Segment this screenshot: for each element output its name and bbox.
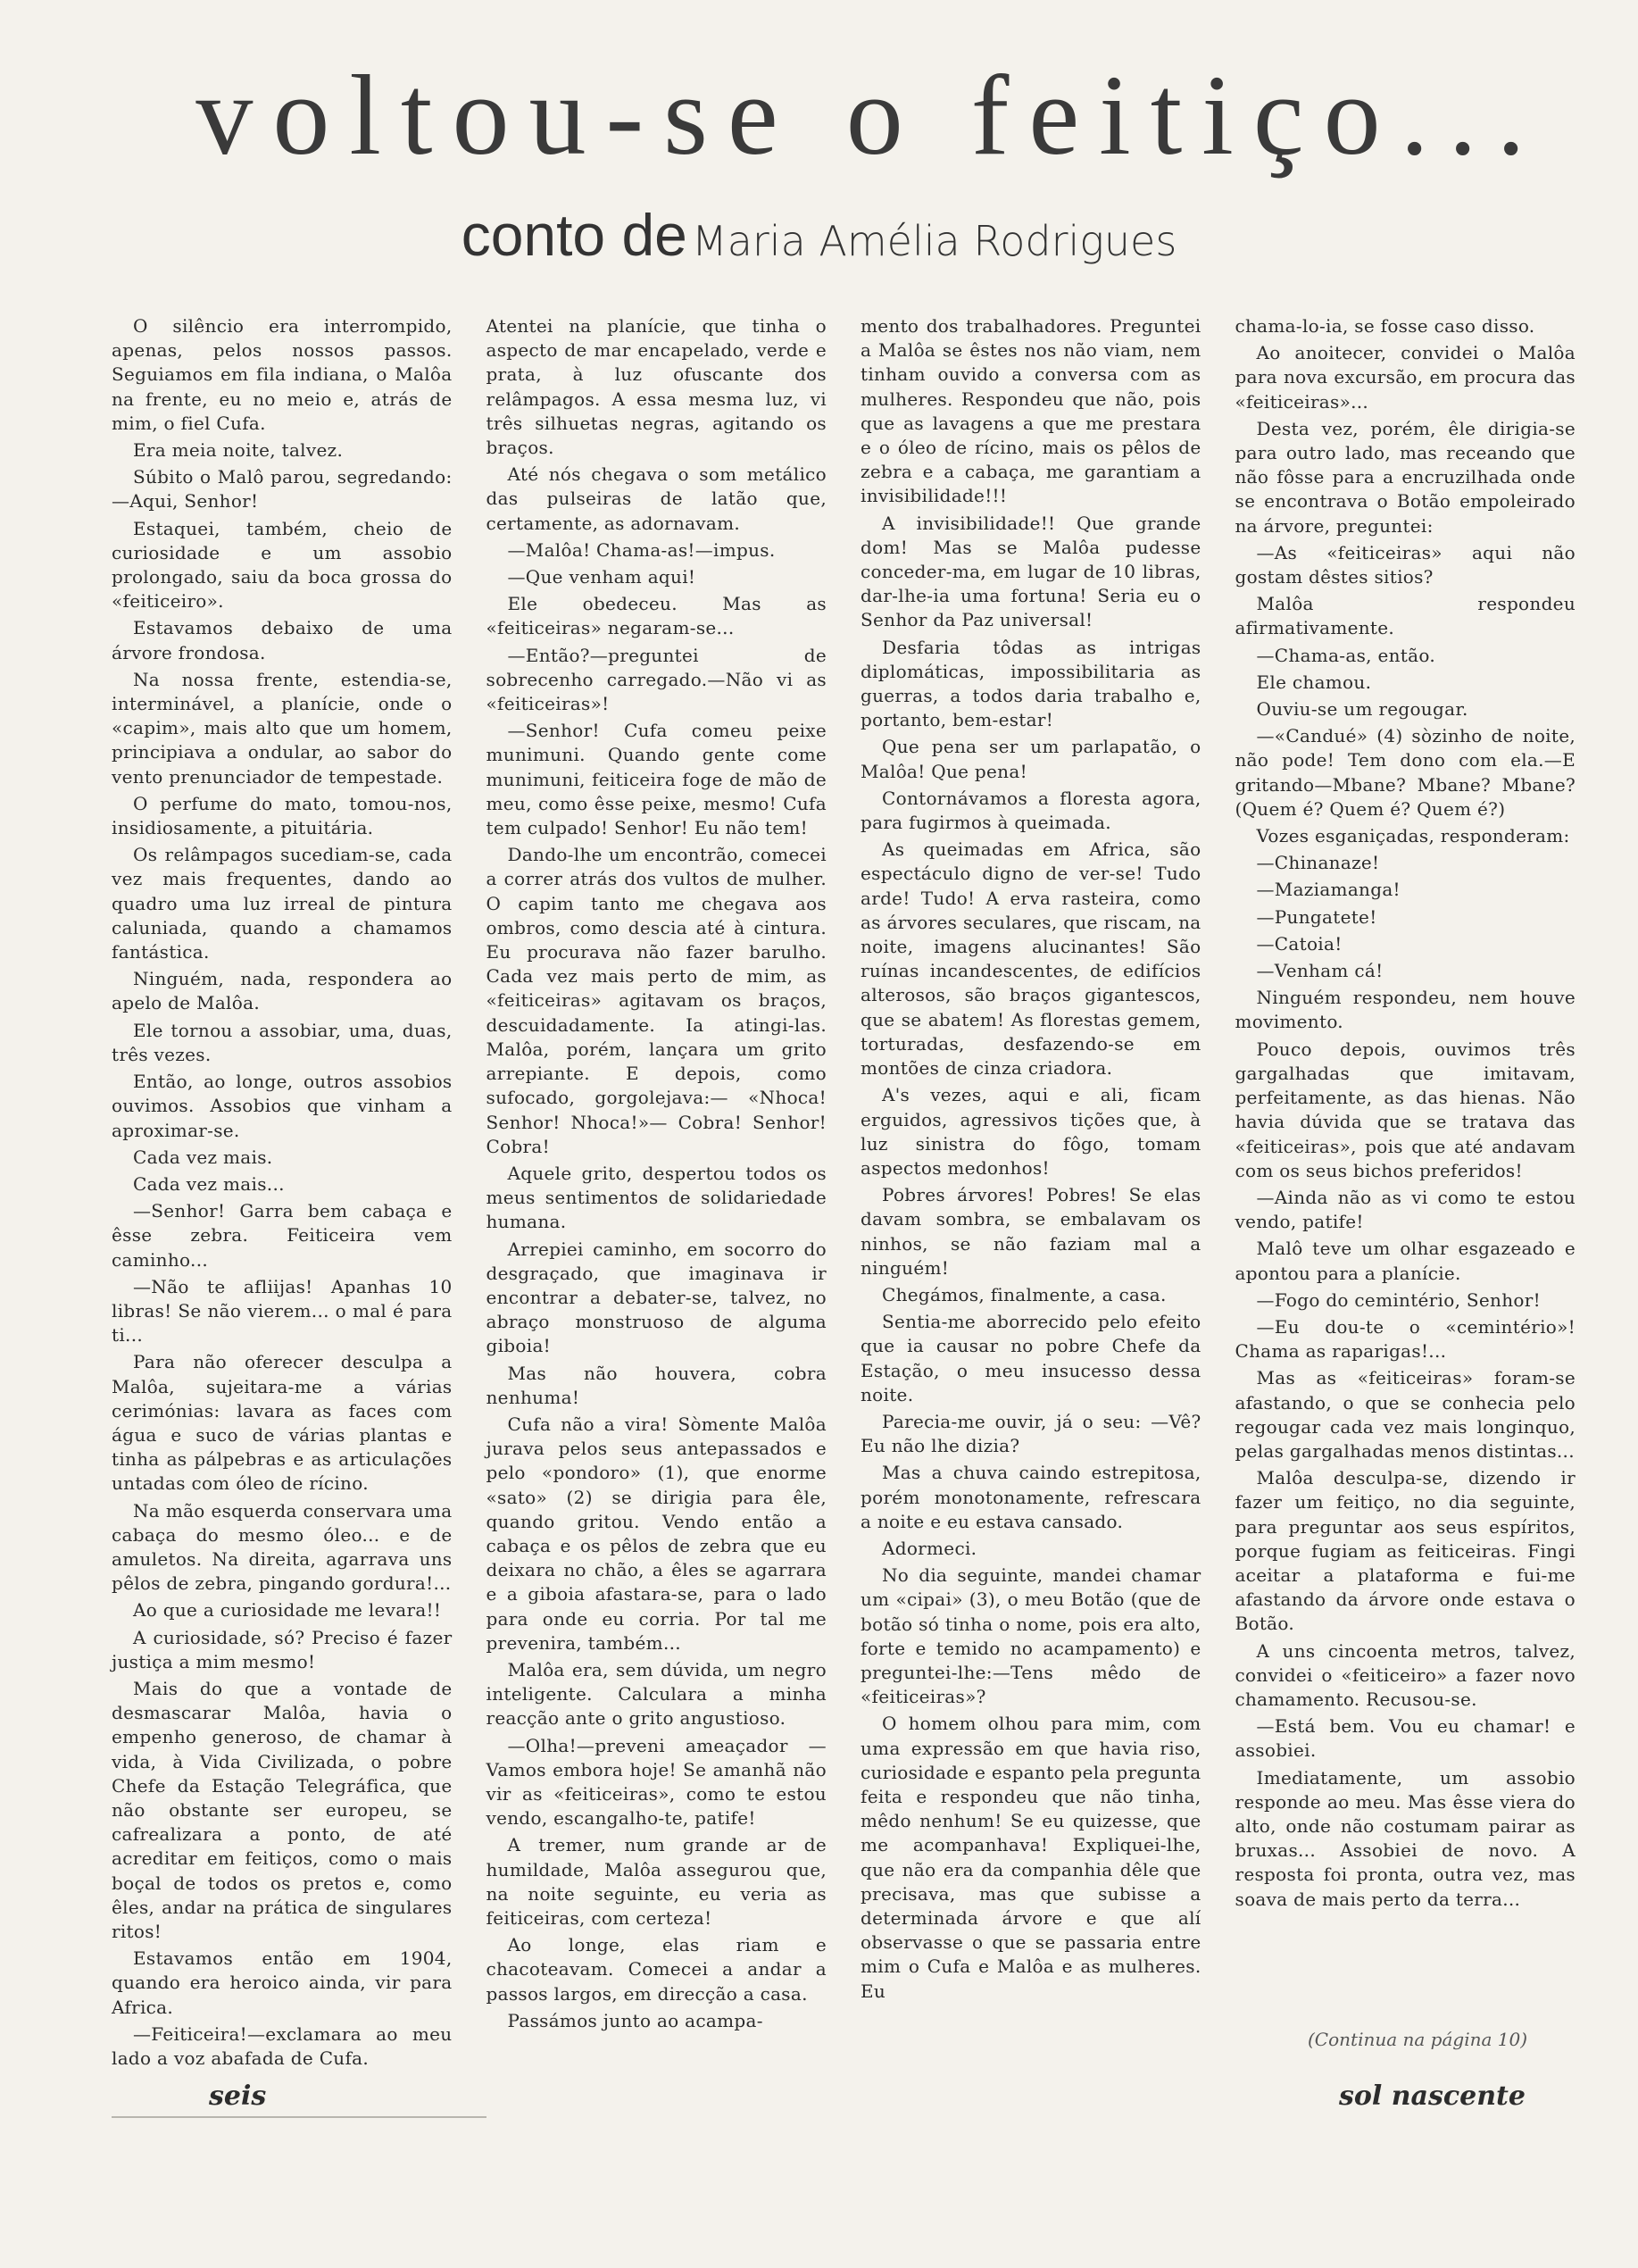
article-byline — [0, 201, 1638, 269]
paragraph: Cada vez mais... — [133, 1172, 285, 1195]
paragraph: Contornávamos a floresta agora, para fugirmos à queimada. — [861, 787, 1201, 834]
paragraph: Ninguém, nada, respondera ao apelo de Malôa. — [112, 968, 453, 1014]
paragraph: —«Candué» (4) sòzinho de noite, não pode! Tem dono com ela.—E gritando—Mbane? Mbane? Mbane? (Quem é? Quem é? Quem é?) — [1235, 725, 1576, 820]
paragraph: —Chama-as, então. — [1256, 644, 1435, 666]
paragraph: —Venham cá! — [1256, 960, 1384, 982]
paragraph: Atentei na planície, que tinha o aspecto de mar encapelado, verde e prata, à luz ofuscante dos relâmpagos. A essa mesma luz, vi três silhuetas negras, agitando os braços. — [486, 315, 827, 459]
paragraph: —Chinanaze! — [1256, 852, 1380, 874]
paragraph: Arrepiei caminho, em socorro do desgraçado, que imaginava ir encontrar a debater-se, talvez, no abraço monstruoso de alguma giboia! — [486, 1238, 827, 1357]
paragraph: A uns cincoenta metros, talvez, convidei o «feiticeiro» a fazer novo chamamento. Recusou-se. — [1235, 1639, 1576, 1710]
paragraph: Mas as «feiticeiras» foram-se afastando, o que se conhecia pelo regougar cada vez mais longinquo, pelas gargalhadas menos distintas... — [1235, 1367, 1576, 1462]
paragraph: Aquele grito, despertou todos os meus sentimentos de solidariedade humana. — [486, 1162, 827, 1233]
paragraph: Pobres árvores! Pobres! Se elas davam sombra, se embalavam os ninhos, se não faziam mal a ninguém! — [861, 1184, 1201, 1279]
paragraph: —Está bem. Vou eu chamar! e assobiei. — [1235, 1715, 1576, 1762]
paragraph: Na mão esquerda conservara uma cabaça do mesmo óleo... e de amuletos. Na direita, agarrava uns pêlos de zebra, pingando gordura!... — [112, 1499, 453, 1595]
paragraph: Sentia-me aborrecido pelo efeito que ia causar no pobre Chefe da Estação, o meu insucesso dessa noite. — [861, 1311, 1201, 1405]
article-body — [112, 314, 1576, 2070]
paragraph: Cufa não a vira! Sòmente Malôa jurava pelos seus antepassados e pelo «pondoro» (1), que enorme «sato» (2) se dirigia para êle, quando gritou. Vendo então a cabaça e os pêlos de zebra que eu deixara no chão, a êles se agarrara e a giboia afastara-se, para o lado para onde eu corria. Por tal me prevenira, também... — [486, 1413, 827, 1654]
paragraph: Cada vez mais. — [133, 1146, 273, 1168]
text-column-4 — [1235, 314, 1576, 2060]
text-column-3 — [861, 314, 1201, 2060]
paragraph: Pouco depois, ouvimos três gargalhadas que imitavam, perfeitamente, as das hienas. Não havia dúvida que se tratava das «feiticeiras», pois que até andavam com os seus bichos preferidos! — [1235, 1038, 1576, 1181]
paragraph: —Eu dou-te o «cemintério»! Chama as raparigas!... — [1235, 1315, 1576, 1363]
paragraph: Ao que a curiosidade me levara!! — [133, 1599, 442, 1622]
paragraph: No dia seguinte, mandei chamar um «cipai» (3), o meu Botão (que de botão só tinha o nome, pois era alto, forte e temido no acampamento) e preguntei-lhe:—Tens mêdo de «feiticeiras»? — [861, 1564, 1201, 1708]
paragraph: Para não oferecer desculpa a Malôa, sujeitara-me a várias cerimónias: lavara as faces com água e suco de várias plantas e tinha as pálpebras e as articulações untadas com óleo de rícino. — [112, 1351, 453, 1495]
paragraph: Passámos junto ao acampa- — [507, 2009, 763, 2031]
paragraph: Súbito o Malô parou, segredando:—Aqui, Senhor! — [112, 466, 453, 513]
paragraph: Desfaria tôdas as intrigas diplomáticas, impossibilitaria as guerras, a todos daria trabalho e, portanto, bem-estar! — [861, 636, 1201, 731]
paragraph: O homem olhou para mim, com uma expressão em que havia riso, curiosidade e espanto pela pregunta feita e respondeu que não tinha, mêdo nenhum! Se eu quizesse, que me acompanhava! Expliquei-lhe, que não era da companhia dêle que precisava, mas que subisse a determinada árvore e que alí observasse o que se passaria entre mim o Cufa e Malôa e as mulheres. Eu — [861, 1713, 1201, 2002]
paragraph: —Maziamanga! — [1256, 879, 1401, 901]
paragraph: Mas não houvera, cobra nenhuma! — [486, 1362, 827, 1408]
paragraph: —Catoia! — [1256, 932, 1343, 955]
paragraph: Então, ao longe, outros assobios ouvimos. Assobios que vinham a aproximar-se. — [112, 1071, 453, 1141]
paragraph: Malôa desculpa-se, dizendo ir fazer um feitiço, no dia seguinte, para preguntar aos seus espíritos, porque fugiam as feiticeiras. Fingi aceitar a plataforma e fui-me afastando da árvore onde estava o Botão. — [1235, 1467, 1576, 1635]
paragraph: Ao anoitecer, convidei o Malôa para nova excursão, em procura das «feiticeiras»... — [1235, 342, 1576, 413]
paragraph: —Então?—preguntei de sobrecenho carregado.—Não vi as «feiticeiras»! — [486, 644, 827, 715]
paragraph: —Pungatete! — [1256, 905, 1377, 928]
article-title: voltou-se o feitiço... — [195, 52, 1545, 179]
paragraph: —Olha!—preveni ameaçador —Vamos embora hoje! Se amanhã não vir as «feiticeiras», como te estou vendo, escangalho-te, patife! — [486, 1734, 827, 1830]
paragraph: Estavamos debaixo de uma árvore frondosa. — [112, 617, 453, 663]
paragraph: O perfume do mato, tomou-nos, insidiosamente, a pituitária. — [112, 792, 453, 839]
paragraph: Os relâmpagos sucediam-se, cada vez mais frequentes, dando ao quadro uma luz irreal de pintura caluniada, quando a chamamos fantástica. — [112, 844, 453, 963]
text-column-2 — [486, 314, 827, 2060]
paragraph: —Malôa! Chama-as!—impus. — [507, 538, 776, 561]
paragraph: A curiosidade, só? Preciso é fazer justiça a mim mesmo! — [112, 1626, 453, 1672]
paragraph: Na nossa frente, estendia-se, interminável, a planície, onde o «capim», mais alto que um homem, principiava a ondular, ao sabor do vento prenunciador de tempestade. — [112, 668, 453, 788]
paragraph: Ao longe, elas riam e chacoteavam. Comecei a andar a passos largos, em direcção a casa. — [486, 1934, 827, 2005]
paragraph: Ninguém respondeu, nem houve movimento. — [1235, 987, 1576, 1033]
paragraph: A invisibilidade!! Que grande dom! Mas se Malôa pudesse conceder-ma, em lugar de 10 libras, dar-lhe-ia uma fortuna! Seria eu o Senhor da Paz universal! — [861, 512, 1201, 631]
continuation-note: (Continua na página 10) — [1308, 2029, 1528, 2050]
paragraph: mento dos trabalhadores. Preguntei a Malôa se êstes nos não viam, nem tinham ouvido a conversa com as mulheres. Respondeu que não, pois que as lavagens a que me prestara e o óleo de rícino, mais os pêlos de zebra e a cabaça, me garantiam a invisibilidade!!! — [861, 315, 1201, 507]
paragraph: chama-lo-ia, se fosse caso disso. — [1235, 315, 1535, 337]
paragraph: —Ainda não as vi como te estou vendo, patife! — [1235, 1186, 1576, 1233]
paragraph: Adormeci. — [882, 1537, 977, 1559]
paragraph: Mais do que a vontade de desmascarar Malôa, havia o empenho generoso, de chamar à vida, à Vida Civilizada, o pobre Chefe da Estação Telegráfica, que não obstante ser europeu, se cafrealizara a ponto, de até acreditar em feitiços, como o mais boçal de todos os pretos e, como êles, andar na prática de singulares ritos! — [112, 1677, 453, 1942]
footer-rule-left — [112, 2116, 486, 2118]
page-number: seis — [209, 2080, 267, 2112]
paragraph: Mas a chuva caindo estrepitosa, porém monotonamente, refrescara a noite e eu estava cansado. — [861, 1462, 1201, 1532]
paragraph: —Feiticeira!—exclamara ao meu lado a voz abafada de Cufa. — [112, 2022, 453, 2070]
paragraph: Desta vez, porém, êle dirigia-se para outro lado, mas receando que não fôsse para a encruzilhada onde se encontrava o Botão empoleirado na árvore, preguntei: — [1235, 417, 1576, 537]
paragraph: —Senhor! Cufa comeu peixe munimuni. Quando gente come munimuni, feiticeira foge de mão de meu, como êsse peixe, mesmo! Cufa tem culpado! Senhor! Eu não tem! — [486, 720, 827, 839]
paragraph: Vozes esganiçadas, responderam: — [1256, 825, 1570, 847]
magazine-name: sol nascente — [1339, 2080, 1526, 2112]
paragraph: As queimadas em Africa, são espectáculo digno de ver-se! Tudo arde! Tudo! A erva rasteira, como as árvores seculares, que riscam, na noite, imagens alucinantes! São ruínas incandescentes, de edifícios alterosos, são braços gigantescos, que se abatem! As florestas gemem, torturadas, desfazendo-se em montões de cinza criadora. — [861, 838, 1201, 1080]
paragraph: Ouviu-se um regougar. — [1256, 698, 1468, 721]
paragraph: —Fogo do cemintério, Senhor! — [1256, 1288, 1541, 1311]
paragraph: Malô teve um olhar esgazeado e apontou para a planície. — [1235, 1238, 1576, 1284]
paragraph: A tremer, num grande ar de humildade, Malôa assegurou que, na noite seguinte, eu veria as feiticeiras, com certeza! — [486, 1834, 827, 1929]
paragraph: —As «feiticeiras» aqui não gostam dêstes sitios? — [1235, 541, 1576, 588]
paragraph: —Não te afliijas! Apanhas 10 libras! Se não vierem... o mal é para ti... — [112, 1275, 453, 1347]
paragraph: —Que venham aqui! — [507, 566, 696, 588]
paragraph: —Senhor! Garra bem cabaça e êsse zebra. Feiticeira vem caminho... — [112, 1200, 453, 1271]
paragraph: A's vezes, aqui e ali, ficam erguidos, agressivos tições que, à luz sinistra do fôgo, tomam aspectos medonhos! — [861, 1084, 1201, 1179]
paragraph: Dando-lhe um encontrão, comecei a correr atrás dos vultos de mulher. O capim tanto me chegava aos ombros, como descia até à cintura. Eu procurava não fazer barulho. Cada vez mais perto de mim, as «feiticeiras» agitavam os braços, descuidadamente. Ia atingi-las. Malôa, porém, lançara um grito arrepiante. E depois, como sufocado, gorgolejava:— «Nhoca! Senhor! Nhoca!»— Cobra! Senhor! Cobra! — [486, 844, 827, 1157]
paragraph: Malôa respondeu afirmativamente. — [1235, 593, 1576, 639]
paragraph: Imediatamente, um assobio responde ao meu. Mas êsse viera do alto, onde não costumam pairar as bruxas... Assobiei de novo. A resposta foi pronta, outra vez, mas soava de mais perto da terra... — [1235, 1766, 1576, 1910]
paragraph: Chegámos, finalmente, a casa. — [882, 1283, 1167, 1305]
text-column-1 — [112, 314, 453, 2070]
paragraph: Estavamos então em 1904, quando era heroico ainda, vir para Africa. — [112, 1947, 453, 2018]
paragraph: Malôa era, sem dúvida, um negro inteligente. Calculara a minha reacção ante o grito angustioso. — [486, 1658, 827, 1730]
paragraph: Ele obedeceu. Mas as «feiticeiras» negaram-se... — [486, 593, 827, 639]
author-name: Maria Amélia Rodrigues — [692, 217, 1177, 265]
paragraph: O silêncio era interrompido, apenas, pelos nossos passos. Seguiamos em fila indiana, o Malôa na frente, eu no meio e, atrás de mim, o fiel Cufa. — [112, 315, 453, 434]
paragraph: Era meia noite, talvez. — [133, 439, 344, 462]
paragraph: Ele chamou. — [1256, 671, 1372, 693]
paragraph: Até nós chegava o som metálico das pulseiras de latão que, certamente, as adornavam. — [486, 463, 827, 534]
paragraph: Estaquei, também, cheio de curiosidade e um assobio prolongado, saiu da boca grossa do «feiticeiro». — [112, 517, 453, 613]
paragraph: Ele tornou a assobiar, uma, duas, três vezes. — [112, 1019, 453, 1065]
paragraph: Parecia-me ouvir, já o seu: —Vê? Eu não lhe dizia? — [861, 1410, 1201, 1457]
paragraph: Que pena ser um parlapatão, o Malôa! Que pena! — [861, 736, 1201, 782]
byline-prefix: conto de — [461, 202, 687, 268]
